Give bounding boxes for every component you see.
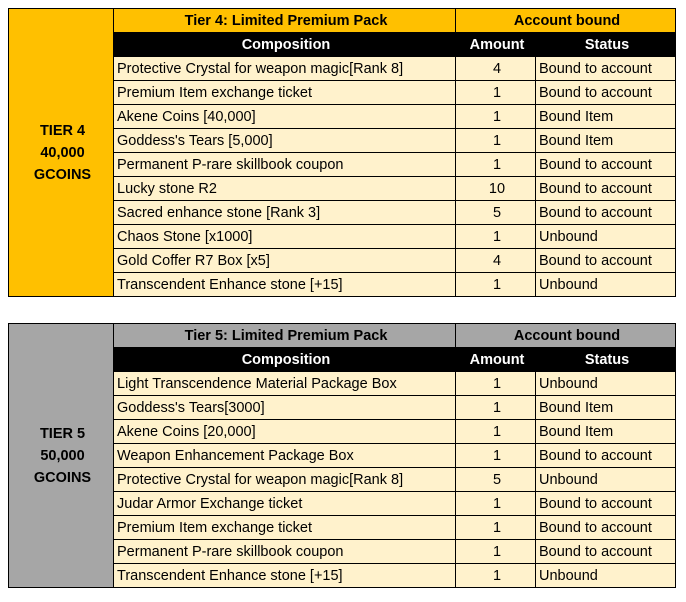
tier5-body [9,324,676,588]
item-name: Protective Crystal for weapon magic[Rank 8] [114,468,456,492]
item-amount: 1 [456,105,536,129]
tier5-header-status: Status [536,348,676,372]
item-name: Sacred enhance stone [Rank 3] [114,201,456,225]
item-status: Bound to account [536,201,676,225]
item-status: Unbound [536,225,676,249]
tier5-side-tier: TIER 5 [39,425,86,442]
item-status: Bound to account [536,540,676,564]
tier4-table [8,8,676,297]
item-status: Unbound [536,372,676,396]
item-status: Bound to account [536,492,676,516]
tier4-title: Tier 4: Limited Premium Pack [114,9,456,33]
item-status: Unbound [536,468,676,492]
item-status: Unbound [536,273,676,297]
item-amount: 1 [456,420,536,444]
item-status: Bound to account [536,81,676,105]
tier5-table [8,323,676,588]
item-name: Akene Coins [40,000] [114,105,456,129]
item-status: Unbound [536,564,676,588]
item-amount: 5 [456,468,536,492]
tier5-side-label [9,324,114,588]
item-amount: 1 [456,153,536,177]
item-amount: 1 [456,444,536,468]
tier4-side-currency: GCOINS [33,166,92,183]
item-name: Light Transcendence Material Package Box [114,372,456,396]
item-name: Goddess's Tears[3000] [114,396,456,420]
item-amount: 1 [456,81,536,105]
tier5-account-bound: Account bound [456,324,676,348]
tier4-body [9,9,676,297]
item-name: Weapon Enhancement Package Box [114,444,456,468]
item-amount: 1 [456,564,536,588]
item-status: Bound Item [536,420,676,444]
item-amount: 1 [456,492,536,516]
item-amount: 4 [456,57,536,81]
item-amount: 1 [456,129,536,153]
tier4-title-row [9,9,676,33]
item-name: Chaos Stone [x1000] [114,225,456,249]
item-name: Permanent P-rare skillbook coupon [114,153,456,177]
item-name: Premium Item exchange ticket [114,81,456,105]
tier4-account-bound: Account bound [456,9,676,33]
tier5-title: Tier 5: Limited Premium Pack [114,324,456,348]
item-amount: 1 [456,372,536,396]
item-status: Bound to account [536,249,676,273]
item-amount: 1 [456,225,536,249]
item-status: Bound to account [536,57,676,81]
item-name: Premium Item exchange ticket [114,516,456,540]
tier4-side-tier: TIER 4 [39,122,86,139]
item-name: Gold Coffer R7 Box [x5] [114,249,456,273]
item-status: Bound to account [536,516,676,540]
item-amount: 1 [456,540,536,564]
item-status: Bound Item [536,129,676,153]
item-name: Lucky stone R2 [114,177,456,201]
item-amount: 1 [456,273,536,297]
tier5-header-amount: Amount [456,348,536,372]
item-name: Akene Coins [20,000] [114,420,456,444]
tier5-side-price: 50,000 [40,447,85,464]
item-status: Bound to account [536,444,676,468]
item-amount: 10 [456,177,536,201]
item-amount: 1 [456,396,536,420]
item-name: Transcendent Enhance stone [+15] [114,564,456,588]
tier4-header-amount: Amount [456,33,536,57]
item-status: Bound Item [536,105,676,129]
item-name: Goddess's Tears [5,000] [114,129,456,153]
tier4-side-label [9,9,114,297]
tier5-title-row [9,324,676,348]
item-amount: 1 [456,516,536,540]
tier4-header-status: Status [536,33,676,57]
item-status: Bound to account [536,153,676,177]
item-name: Permanent P-rare skillbook coupon [114,540,456,564]
item-amount: 5 [456,201,536,225]
item-amount: 4 [456,249,536,273]
item-status: Bound to account [536,177,676,201]
tier4-side-price: 40,000 [40,144,85,161]
tier5-header-composition: Composition [114,348,456,372]
item-name: Judar Armor Exchange ticket [114,492,456,516]
item-name: Protective Crystal for weapon magic[Rank 8] [114,57,456,81]
tier5-side-currency: GCOINS [33,469,92,486]
tier4-header-composition: Composition [114,33,456,57]
item-status: Bound Item [536,396,676,420]
item-name: Transcendent Enhance stone [+15] [114,273,456,297]
